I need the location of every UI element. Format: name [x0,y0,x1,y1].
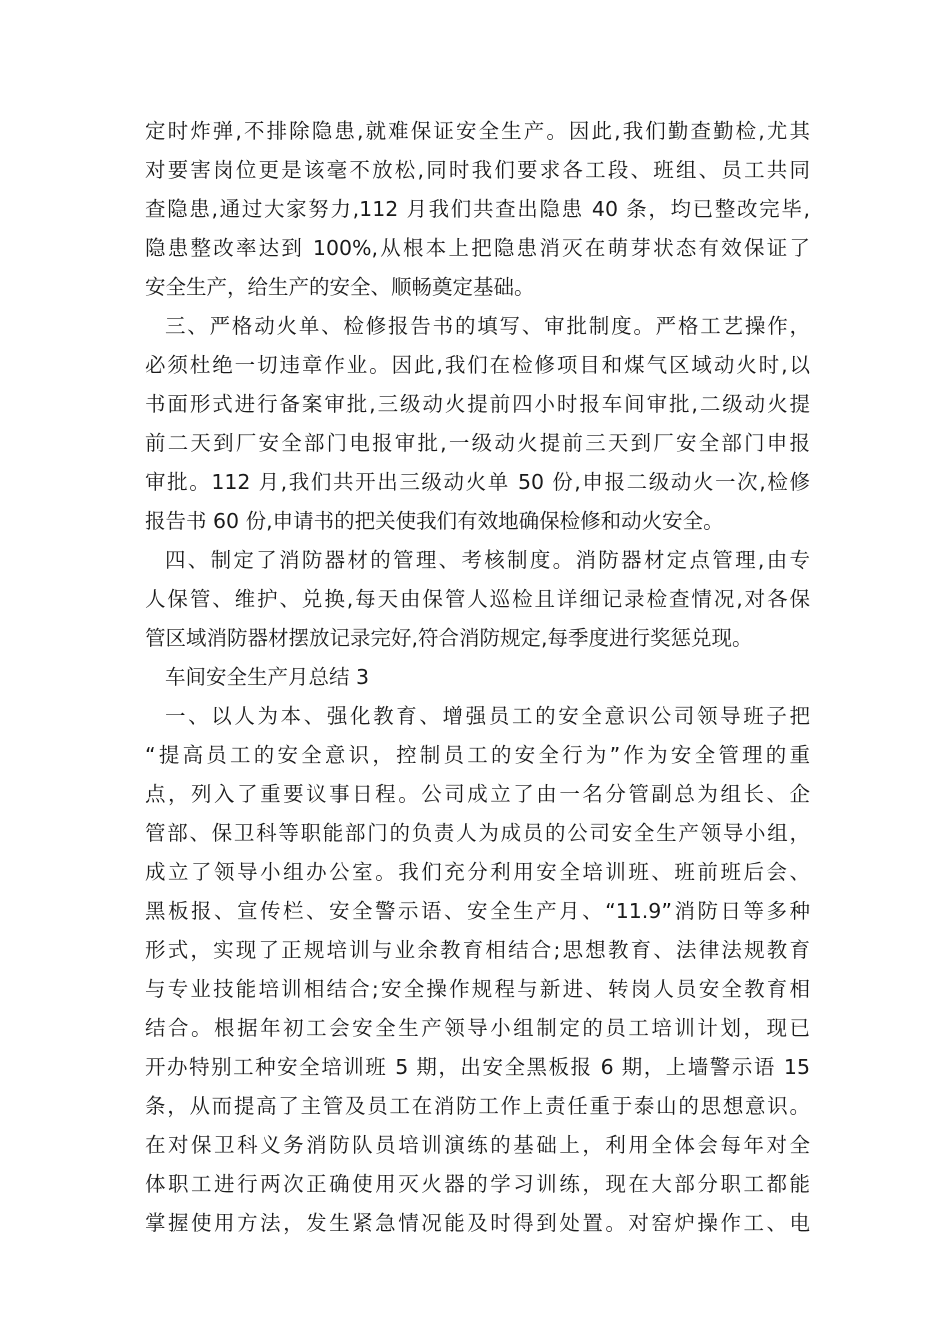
text-line: 审批。112 月,我们共开出三级动火单 50 份,申报二级动火一次,检修 [145,470,810,494]
text-line: 隐患整改率达到 100%,从根本上把隐患消灭在萌芽状态有效保证了 [145,236,810,260]
document-body [145,112,810,1243]
text-line: 形式，实现了正规培训与业余教育相结合;思想教育、法律法规教育 [145,938,810,962]
text-line: 人保管、维护、兑换,每天由保管人巡检且详细记录检查情况,对各保 [145,587,810,611]
text-line: 书面形式进行备案审批,三级动火提前四小时报车间审批,二级动火提 [145,392,810,416]
text-line: 管区域消防器材摆放记录完好,符合消防规定,每季度进行奖惩兑现。 [145,626,753,650]
section-heading: 车间安全生产月总结 3 [165,665,370,689]
text-line: 与专业技能培训相结合;安全操作规程与新进、转岗人员安全教育相 [145,977,810,1001]
text-line: 报告书 60 份,申请书的把关使我们有效地确保检修和动火安全。 [145,509,724,533]
text-line: 查隐患,通过大家努力,112 月我们共查出隐患 40 条，均已整改完毕, [145,197,810,221]
text-line: 体职工进行两次正确使用灭火器的学习训练，现在大部分职工都能 [145,1172,810,1196]
paragraph-first-line: 四、制定了消防器材的管理、考核制度。消防器材定点管理,由专 [165,548,810,572]
text-line: 前二天到厂安全部门电报审批,一级动火提前三天到厂安全部门申报 [145,431,810,455]
paragraph-first-line: 一、以人为本、强化教育、增强员工的安全意识公司领导班子把 [165,704,810,728]
text-line: 管部、保卫科等职能部门的负责人为成员的公司安全生产领导小组， [145,821,810,845]
text-line: 黑板报、宣传栏、安全警示语、安全生产月、“11.9”消防日等多种 [145,899,810,923]
text-line: 安全生产，给生产的安全、顺畅奠定基础。 [145,275,535,299]
text-line: 结合。根据年初工会安全生产领导小组制定的员工培训计划，现已 [145,1016,810,1040]
text-line: 掌握使用方法，发生紧急情况能及时得到处置。对窑炉操作工、电 [145,1211,810,1235]
text-line: 成立了领导小组办公室。我们充分利用安全培训班、班前班后会、 [145,860,810,884]
paragraph-first-line: 三、严格动火单、检修报告书的填写、审批制度。严格工艺操作， [165,314,810,338]
text-line: “提高员工的安全意识，控制员工的安全行为”作为安全管理的重 [145,743,810,767]
text-line: 条，从而提高了主管及员工在消防工作上责任重于泰山的思想意识。 [145,1094,810,1118]
text-line: 在对保卫科义务消防队员培训演练的基础上，利用全体会每年对全 [145,1133,810,1157]
text-line: 定时炸弹,不排除隐患,就难保证安全生产。因此,我们勤查勤检,尤其 [145,119,810,143]
text-line: 必须杜绝一切违章作业。因此,我们在检修项目和煤气区域动火时,以 [145,353,810,377]
text-line: 开办特别工种安全培训班 5 期，出安全黑板报 6 期，上墙警示语 15 [145,1055,810,1079]
text-line: 点，列入了重要议事日程。公司成立了由一名分管副总为组长、企 [145,782,810,806]
text-line: 对要害岗位更是该毫不放松,同时我们要求各工段、班组、员工共同 [145,158,810,182]
